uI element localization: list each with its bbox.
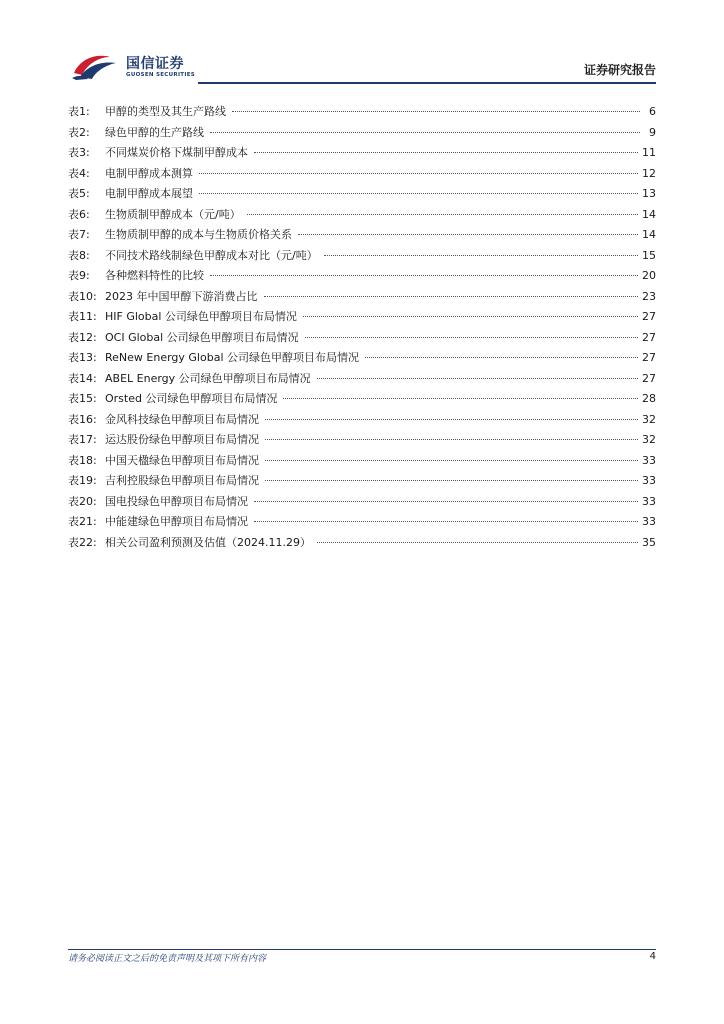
toc-dot-leader xyxy=(254,500,638,502)
toc-entry-title[interactable]: ReNew Energy Global 公司绿色甲醇项目布局情况 xyxy=(105,351,359,364)
toc-entry-title[interactable]: 电制甲醇成本测算 xyxy=(105,166,193,180)
toc-entry-page: 33 xyxy=(642,515,656,528)
toc-entry-page: 9 xyxy=(649,125,656,139)
page-number: 4 xyxy=(649,951,656,962)
toc-dot-leader xyxy=(305,336,638,338)
toc-entry-title[interactable]: 甲醇的类型及其生产路线 xyxy=(105,105,226,118)
toc-entry-page: 14 xyxy=(642,207,656,221)
toc-entry[interactable] xyxy=(68,164,656,185)
toc-entry[interactable] xyxy=(68,348,656,369)
toc-entry-number: 表5: xyxy=(68,187,90,200)
logo-chinese-name: 国信证券 xyxy=(126,56,184,72)
toc-entry-number: 表4: xyxy=(68,166,90,180)
toc-entry[interactable] xyxy=(68,287,656,308)
toc-entry-page: 27 xyxy=(642,310,656,323)
toc-entry[interactable] xyxy=(68,307,656,328)
toc-entry-number: 表13: xyxy=(68,351,97,364)
toc-dot-leader xyxy=(199,192,638,194)
toc-entry-number: 表2: xyxy=(68,125,90,139)
toc-entry-page: 33 xyxy=(642,474,656,487)
toc-entry-number: 表21: xyxy=(68,515,97,528)
toc-entry-title[interactable]: 不同煤炭价格下煤制甲醇成本 xyxy=(105,146,248,159)
toc-dot-leader xyxy=(317,541,638,543)
toc-entry-number: 表20: xyxy=(68,494,97,508)
toc-entry-title[interactable]: 吉利控股绿色甲醇项目布局情况 xyxy=(105,474,259,487)
toc-entry-number: 表7: xyxy=(68,228,90,241)
toc-dot-leader xyxy=(265,459,638,461)
toc-entry[interactable] xyxy=(68,143,656,164)
toc-dot-leader xyxy=(247,213,638,215)
toc-entry[interactable] xyxy=(68,451,656,472)
toc-entry-title[interactable]: 相关公司盈利预测及估值（2024.11.29） xyxy=(105,535,311,549)
toc-entry-number: 表14: xyxy=(68,371,97,385)
toc-entry-number: 表3: xyxy=(68,146,90,159)
toc-entry-page: 13 xyxy=(642,187,656,200)
toc-entry[interactable] xyxy=(68,389,656,410)
toc-entry-page: 27 xyxy=(642,351,656,364)
toc-entry-number: 表19: xyxy=(68,474,97,487)
toc-entry[interactable] xyxy=(68,225,656,246)
toc-entry[interactable] xyxy=(68,328,656,349)
toc-dot-leader xyxy=(210,274,638,276)
toc-entry-page: 14 xyxy=(642,228,656,241)
toc-dot-leader xyxy=(365,356,638,358)
toc-entry-page: 33 xyxy=(642,494,656,508)
toc-entry-number: 表18: xyxy=(68,453,97,467)
toc-entry-title[interactable]: 绿色甲醇的生产路线 xyxy=(105,125,204,139)
toc-entry-number: 表10: xyxy=(68,289,97,303)
toc-entry-page: 20 xyxy=(642,269,656,282)
toc-entry-page: 11 xyxy=(642,146,656,159)
toc-dot-leader xyxy=(298,233,638,235)
toc-entry-title[interactable]: 电制甲醇成本展望 xyxy=(105,187,193,200)
toc-entry-page: 35 xyxy=(642,535,656,549)
toc-entry[interactable] xyxy=(68,123,656,144)
logo-english-name: GUOSEN SECURITIES xyxy=(126,72,196,78)
toc-entry-number: 表16: xyxy=(68,412,97,426)
toc-entry-title[interactable]: 2023 年中国甲醇下游消费占比 xyxy=(105,289,258,303)
toc-entry-title[interactable]: 金风科技绿色甲醇项目布局情况 xyxy=(105,412,259,426)
toc-entry-title[interactable]: 国电投绿色甲醇项目布局情况 xyxy=(105,494,248,508)
toc-entry[interactable] xyxy=(68,184,656,205)
toc-entry-number: 表1: xyxy=(68,105,90,118)
toc-entry-page: 15 xyxy=(642,248,656,262)
toc-entry-title[interactable]: 各种燃料特性的比较 xyxy=(105,269,204,282)
toc-entry-title[interactable]: HIF Global 公司绿色甲醇项目布局情况 xyxy=(105,310,297,323)
toc-entry-page: 32 xyxy=(642,433,656,446)
toc-entry-page: 33 xyxy=(642,453,656,467)
toc-dot-leader xyxy=(265,418,638,420)
toc-dot-leader xyxy=(264,295,639,297)
toc-entry-title[interactable]: Orsted 公司绿色甲醇项目布局情况 xyxy=(105,392,278,405)
guosen-logo-icon xyxy=(70,51,122,81)
toc-entry-number: 表6: xyxy=(68,207,90,221)
toc-entry-number: 表8: xyxy=(68,248,90,262)
toc-entry-page: 12 xyxy=(642,166,656,180)
toc-entry[interactable] xyxy=(68,246,656,267)
toc-entry-title[interactable]: 中国天楹绿色甲醇项目布局情况 xyxy=(105,453,259,467)
toc-entry-page: 6 xyxy=(649,105,656,118)
toc-entry[interactable] xyxy=(68,205,656,226)
toc-dot-leader xyxy=(283,397,638,399)
toc-entry-title[interactable]: 生物质制甲醇的成本与生物质价格关系 xyxy=(105,228,292,241)
toc-entry-page: 28 xyxy=(642,392,656,405)
footer-divider xyxy=(68,949,656,950)
header-divider xyxy=(198,82,656,84)
toc-dot-leader xyxy=(265,479,638,481)
toc-entry[interactable] xyxy=(68,471,656,492)
toc-entry-number: 表12: xyxy=(68,330,97,344)
toc-dot-leader xyxy=(324,254,638,256)
toc-entry[interactable] xyxy=(68,492,656,513)
toc-entry[interactable] xyxy=(68,512,656,533)
toc-entry-number: 表11: xyxy=(68,310,97,323)
toc-entry-number: 表15: xyxy=(68,392,97,405)
toc-entry-title[interactable]: 生物质制甲醇成本（元/吨） xyxy=(105,207,241,221)
toc-entry[interactable] xyxy=(68,266,656,287)
toc-dot-leader xyxy=(232,110,640,112)
toc-dot-leader xyxy=(210,131,640,133)
toc-entry-number: 表9: xyxy=(68,269,90,282)
toc-dot-leader xyxy=(265,438,638,440)
toc-dot-leader xyxy=(317,377,638,379)
toc-entry-number: 表17: xyxy=(68,433,97,446)
toc-entry-title[interactable]: 不同技术路线制绿色甲醇成本对比（元/吨） xyxy=(105,248,318,262)
toc-entry-page: 27 xyxy=(642,371,656,385)
toc-entry-title[interactable]: 中能建绿色甲醇项目布局情况 xyxy=(105,515,248,528)
toc-entry-title[interactable]: 运达股份绿色甲醇项目布局情况 xyxy=(105,433,259,446)
toc-entry-page: 32 xyxy=(642,412,656,426)
toc-entry-title[interactable]: ABEL Energy 公司绿色甲醇项目布局情况 xyxy=(105,371,311,385)
toc-entry-page: 27 xyxy=(642,330,656,344)
toc-entry-number: 表22: xyxy=(68,535,97,549)
footer-disclaimer: 请务必阅读正文之后的免责声明及其项下所有内容 xyxy=(68,954,267,964)
report-type-label: 证券研究报告 xyxy=(583,63,656,77)
page-header xyxy=(68,48,656,84)
toc-entry[interactable] xyxy=(68,410,656,431)
toc-entry-title[interactable]: OCI Global 公司绿色甲醇项目布局情况 xyxy=(105,330,299,344)
toc-entry[interactable] xyxy=(68,102,656,123)
toc-entry[interactable] xyxy=(68,430,656,451)
toc-entry[interactable] xyxy=(68,533,656,554)
toc-entry-page: 23 xyxy=(642,289,656,303)
toc-dot-leader xyxy=(254,520,638,522)
toc-dot-leader xyxy=(303,315,638,317)
guosen-logo xyxy=(68,48,208,84)
toc-dot-leader xyxy=(254,151,638,153)
table-of-figures xyxy=(68,102,656,553)
toc-dot-leader xyxy=(199,172,638,174)
toc-entry[interactable] xyxy=(68,369,656,390)
